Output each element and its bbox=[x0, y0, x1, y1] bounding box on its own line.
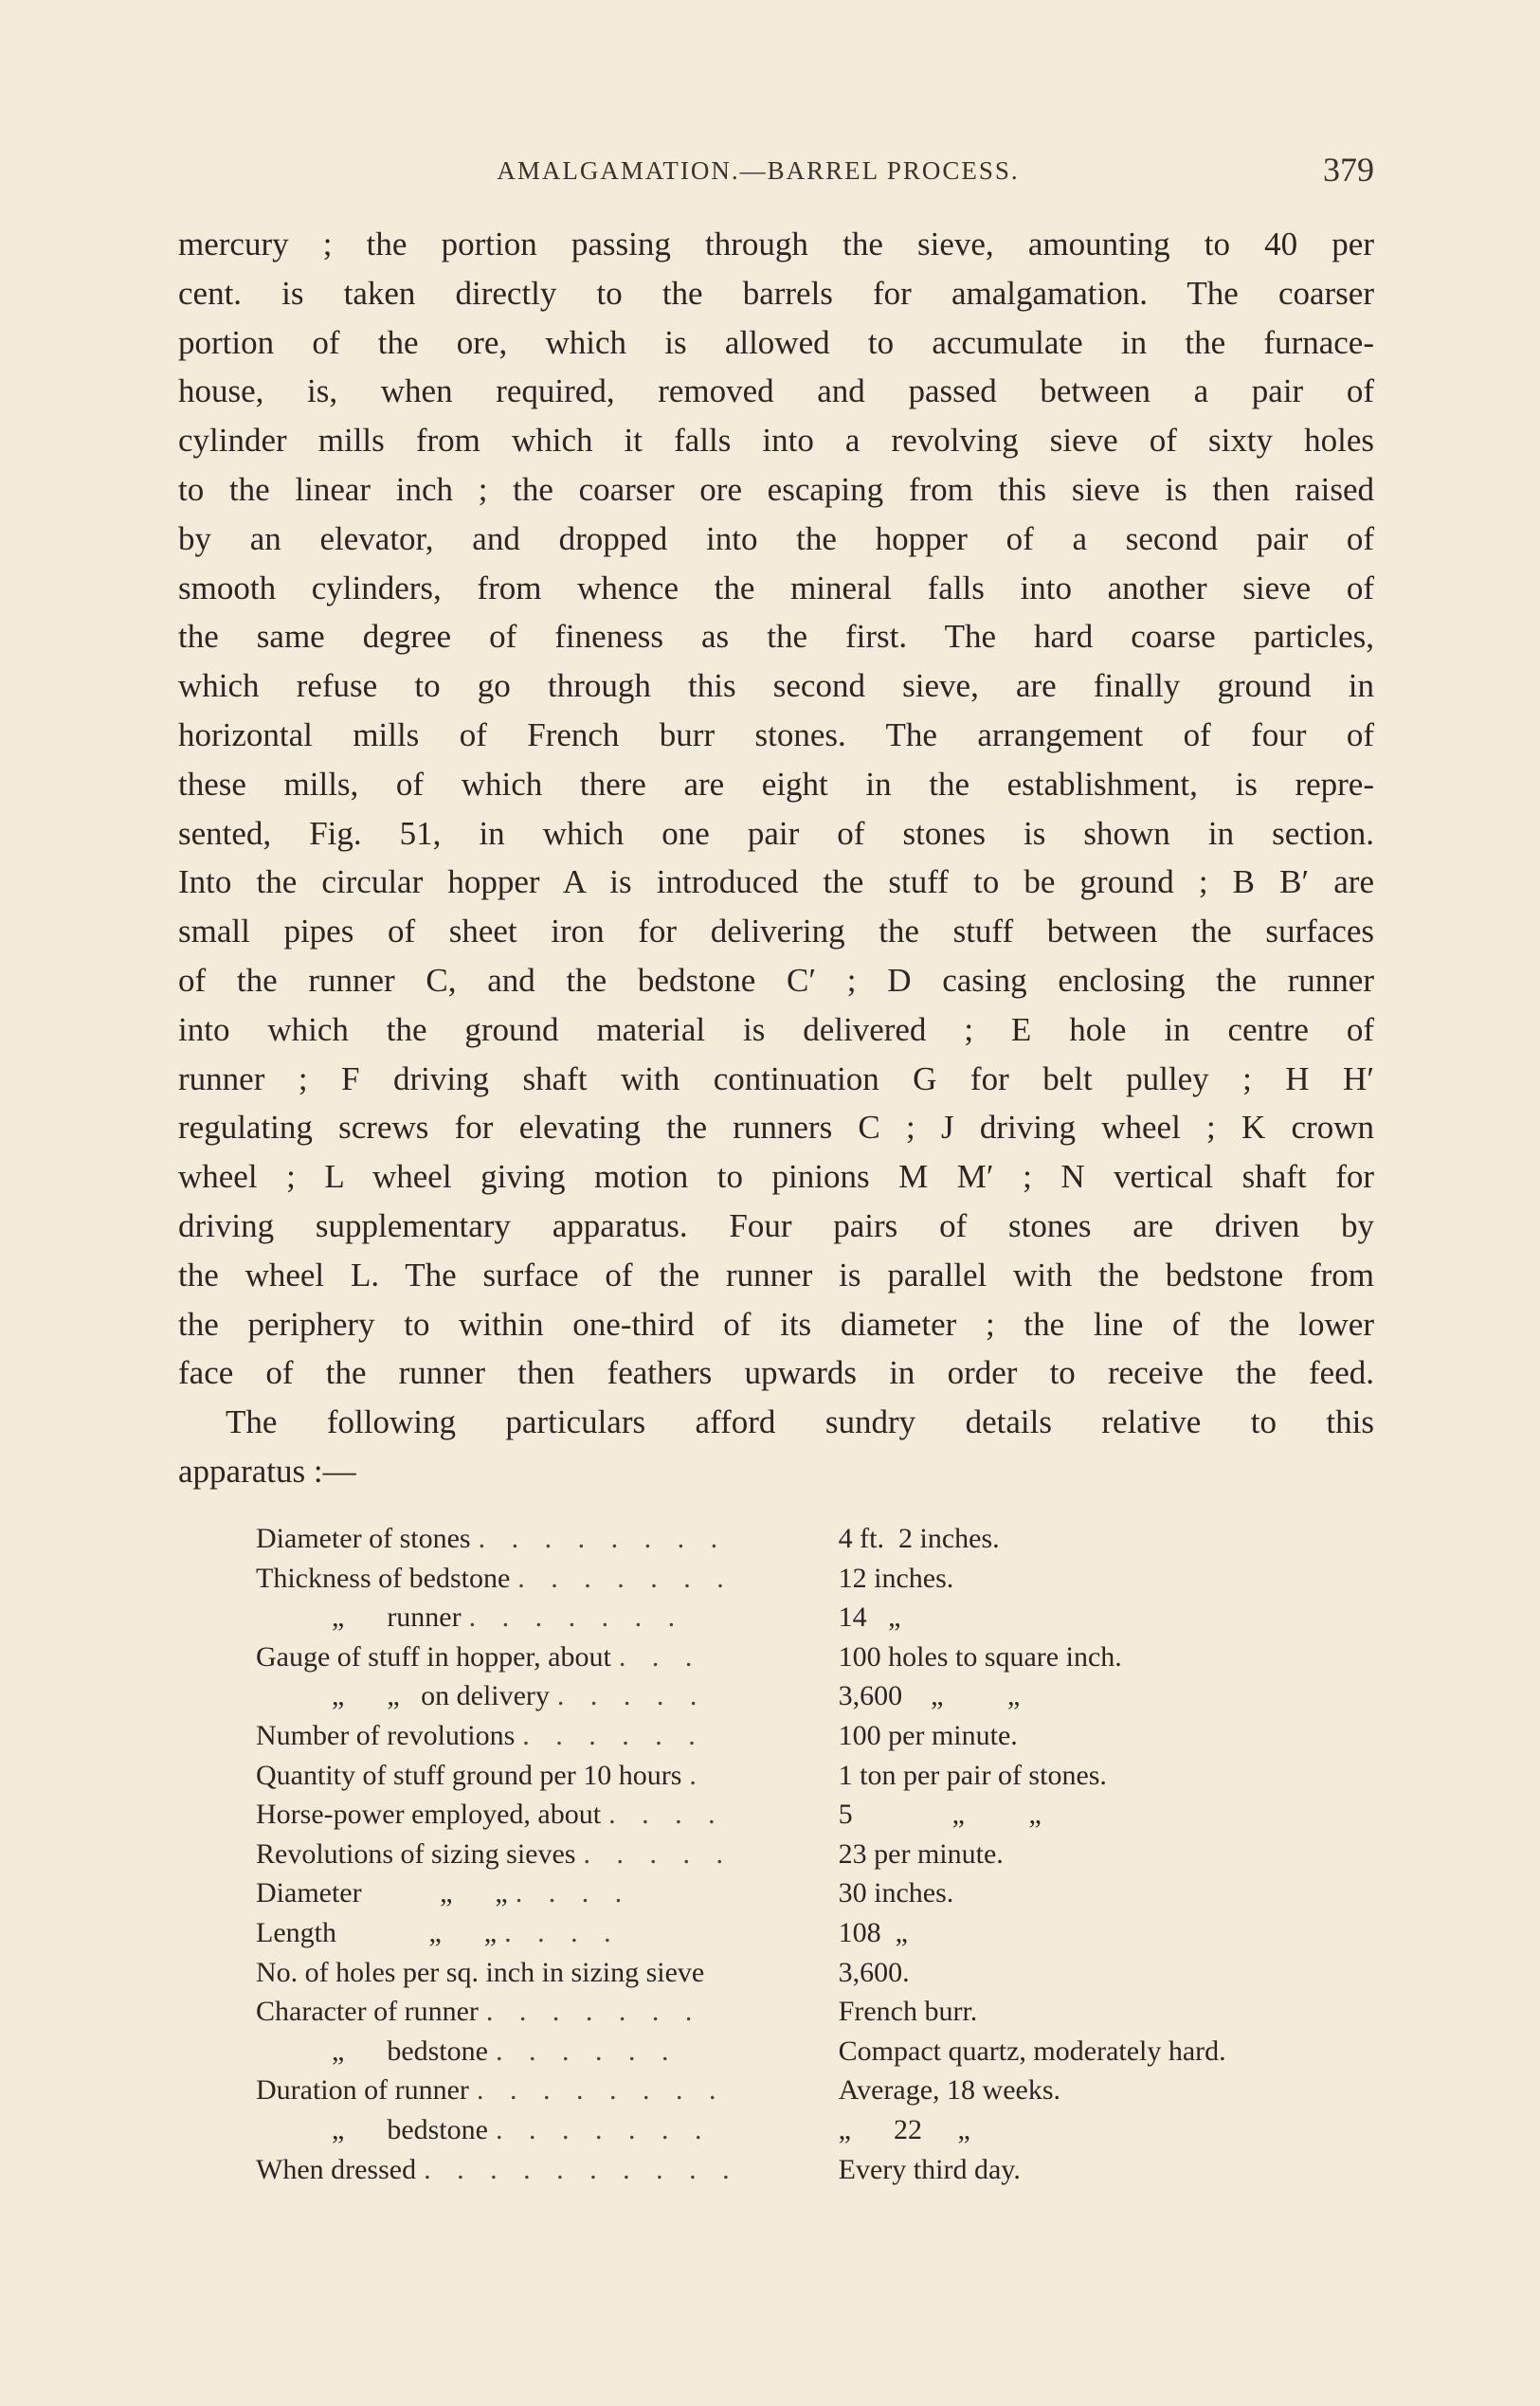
particular-label bbox=[256, 1519, 829, 1559]
particular-label-text: „ „ on delivery bbox=[332, 1680, 550, 1712]
text-line: the periphery to within one-third of its diameter ; the line of the lower bbox=[178, 1305, 1374, 1343]
particular-value: 3,600 „ „ bbox=[838, 1680, 1021, 1712]
particular-label-text: „ bedstone bbox=[332, 2113, 488, 2145]
dot-leader: . . . . bbox=[515, 1877, 632, 1909]
dot-leader: . . . . . . . bbox=[517, 1562, 734, 1594]
table-row bbox=[256, 2110, 1336, 2150]
particular-value: 100 per minute. bbox=[838, 1719, 1018, 1751]
particular-label bbox=[256, 2071, 829, 2110]
table-row bbox=[256, 2150, 1336, 2190]
particular-value: Average, 18 weeks. bbox=[838, 2074, 1061, 2107]
particular-label-text: No. of holes per sq. inch in sizing sieve bbox=[256, 1956, 705, 1988]
text-line: which refuse to go through this second sieve, are finally ground in bbox=[178, 667, 1374, 705]
particular-label-text: When dressed bbox=[256, 2153, 417, 2185]
dot-leader: . . . . bbox=[608, 1799, 725, 1831]
table-row bbox=[256, 1598, 1336, 1637]
table-row bbox=[256, 1953, 1336, 1993]
dot-leader: . . . . . . . bbox=[495, 2113, 712, 2145]
text-line: driving supplementary apparatus. Four pairs of stones are driven by bbox=[178, 1206, 1374, 1244]
dot-leader: . . . . . . . . bbox=[476, 2074, 726, 2107]
dot-leader: . . . bbox=[618, 1640, 702, 1673]
particular-value: 5 „ „ bbox=[838, 1799, 1042, 1831]
text-line: the same degree of fineness as the first. The hard coarse particles, bbox=[178, 618, 1374, 656]
table-row bbox=[256, 1835, 1336, 1874]
text-line: of the runner C, and the bedstone C′ ; D casing enclosing the runner bbox=[178, 961, 1374, 999]
particular-value: 4 ft. 2 inches. bbox=[838, 1523, 1000, 1554]
particular-label-text: „ runner bbox=[332, 1601, 462, 1634]
particular-label-text: Diameter of stones bbox=[256, 1523, 471, 1554]
text-line: Into the circular hopper A is introduced the stuff to be ground ; B B′ are bbox=[178, 863, 1374, 901]
particular-label bbox=[256, 1953, 829, 1993]
table-row bbox=[256, 1637, 1336, 1677]
particular-label bbox=[256, 1835, 829, 1874]
particular-label-text: Quantity of stuff ground per 10 hours bbox=[256, 1759, 682, 1791]
particular-label-text: „ bedstone bbox=[332, 2035, 488, 2067]
text-line: the wheel L. The surface of the runner is parallel with the bedstone from bbox=[178, 1256, 1374, 1293]
dot-leader: . . . . . . bbox=[522, 1719, 705, 1751]
text-line: these mills, of which there are eight in the establishment, is repre- bbox=[178, 765, 1374, 803]
table-row bbox=[256, 1795, 1336, 1835]
particular-label bbox=[256, 2150, 829, 2190]
particular-value: 3,600. bbox=[838, 1956, 910, 1988]
text-line: The following particulars afford sundry details relative to this bbox=[226, 1403, 1374, 1441]
text-line: wheel ; L wheel giving motion to pinions M M′ ; N vertical shaft for bbox=[178, 1158, 1374, 1196]
dot-leader: . . . . . . . . bbox=[478, 1523, 728, 1554]
particular-label-text: Number of revolutions bbox=[256, 1719, 516, 1751]
text-line: sented, Fig. 51, in which one pair of stones is shown in section. bbox=[178, 814, 1374, 852]
dot-leader: . . . . . . . . . . bbox=[424, 2153, 739, 2185]
text-line: into which the ground material is delivered ; E hole in centre of bbox=[178, 1010, 1374, 1048]
running-head: AMALGAMATION.—BARREL PROCESS. bbox=[497, 156, 1020, 185]
table-row bbox=[256, 1913, 1336, 1953]
particular-label-text: Thickness of bedstone bbox=[256, 1562, 511, 1594]
particular-label bbox=[256, 1756, 829, 1796]
particular-label-text: Gauge of stuff in hopper, about bbox=[256, 1640, 611, 1673]
text-line: horizontal mills of French burr stones. The arrangement of four of bbox=[178, 715, 1374, 753]
table-row bbox=[256, 1873, 1336, 1913]
particular-label bbox=[256, 1716, 829, 1756]
particular-value: Compact quartz, moderately hard. bbox=[838, 2035, 1226, 2067]
particular-label-text: Character of runner bbox=[256, 1996, 479, 2028]
particular-value: 100 holes to square inch. bbox=[838, 1640, 1122, 1673]
dot-leader: . . . . . bbox=[556, 1680, 707, 1712]
table-row bbox=[256, 2032, 1336, 2071]
particular-label bbox=[256, 1795, 829, 1835]
particular-value: Every third day. bbox=[838, 2153, 1021, 2185]
table-row bbox=[256, 1519, 1336, 1559]
text-line: face of the runner then feathers upwards in order to receive the feed. bbox=[178, 1354, 1374, 1392]
text-line: mercury ; the portion passing through the sieve, amounting to 40 per bbox=[178, 226, 1374, 262]
dot-leader: . . . . . . . bbox=[485, 1996, 702, 2028]
particular-label bbox=[256, 1637, 829, 1677]
particular-label bbox=[256, 2032, 829, 2071]
particular-value: 108 „ bbox=[838, 1916, 908, 1948]
body-paragraphs bbox=[178, 220, 1374, 1496]
particular-value: 1 ton per pair of stones. bbox=[838, 1759, 1107, 1791]
table-row bbox=[256, 1559, 1336, 1599]
particular-label bbox=[256, 1676, 829, 1716]
particular-value: 30 inches. bbox=[838, 1877, 954, 1909]
dot-leader: . . . . . . bbox=[495, 2035, 679, 2067]
particular-label-text: Horse-power employed, about bbox=[256, 1799, 602, 1831]
particular-value: 23 per minute. bbox=[838, 1837, 1004, 1870]
particular-label bbox=[256, 1913, 829, 1953]
text-line: runner ; F driving shaft with continuation G for belt pulley ; H H′ bbox=[178, 1059, 1374, 1097]
table-row bbox=[256, 1756, 1336, 1796]
table-row bbox=[256, 1676, 1336, 1716]
particular-label bbox=[256, 1559, 829, 1599]
text-line: small pipes of sheet iron for delivering the stuff between the surfaces bbox=[178, 913, 1374, 950]
dot-leader: . . . . bbox=[504, 1916, 621, 1948]
text-line: smooth cylinders, from whence the mineral falls into another sieve of bbox=[178, 569, 1374, 606]
page-number: 379 bbox=[1323, 151, 1374, 189]
particular-label-text: Length „ „ bbox=[256, 1916, 498, 1948]
particular-label-text: Diameter „ „ bbox=[256, 1877, 508, 1909]
text-line: portion of the ore, which is allowed to accumulate in the furnace- bbox=[178, 323, 1374, 361]
text-line: to the linear inch ; the coarser ore escaping from this sieve is then raised bbox=[178, 470, 1374, 508]
particular-label bbox=[256, 1992, 829, 2032]
particular-value: „ 22 „ bbox=[838, 2113, 970, 2145]
particular-label bbox=[256, 2110, 829, 2150]
text-line: cylinder mills from which it falls into a revolving sieve of sixty holes bbox=[178, 422, 1374, 460]
particular-label bbox=[256, 1873, 829, 1913]
particular-label bbox=[256, 1598, 829, 1637]
particular-value: French burr. bbox=[838, 1996, 978, 2028]
table-row bbox=[256, 1716, 1336, 1756]
particular-value: 14 „ bbox=[838, 1601, 901, 1634]
text-line: apparatus :— bbox=[178, 1452, 356, 1490]
text-line: cent. is taken directly to the barrels for amalgamation. The coarser bbox=[178, 274, 1374, 312]
text-line: by an elevator, and dropped into the hopper of a second pair of bbox=[178, 519, 1374, 557]
dot-leader: . . . . . . . bbox=[468, 1601, 685, 1634]
particular-value: 12 inches. bbox=[838, 1562, 954, 1594]
particular-label-text: Duration of runner bbox=[256, 2074, 469, 2107]
dot-leader: . bbox=[689, 1759, 706, 1791]
dot-leader: . . . . . bbox=[583, 1837, 733, 1870]
table-row bbox=[256, 1992, 1336, 2032]
table-row bbox=[256, 2071, 1336, 2110]
text-line: regulating screws for elevating the runners C ; J driving wheel ; K crown bbox=[178, 1109, 1374, 1147]
particulars-table bbox=[256, 1519, 1336, 2189]
text-line: house, is, when required, removed and passed between a pair of bbox=[178, 372, 1374, 410]
particular-label-text: Revolutions of sizing sieves bbox=[256, 1837, 576, 1870]
